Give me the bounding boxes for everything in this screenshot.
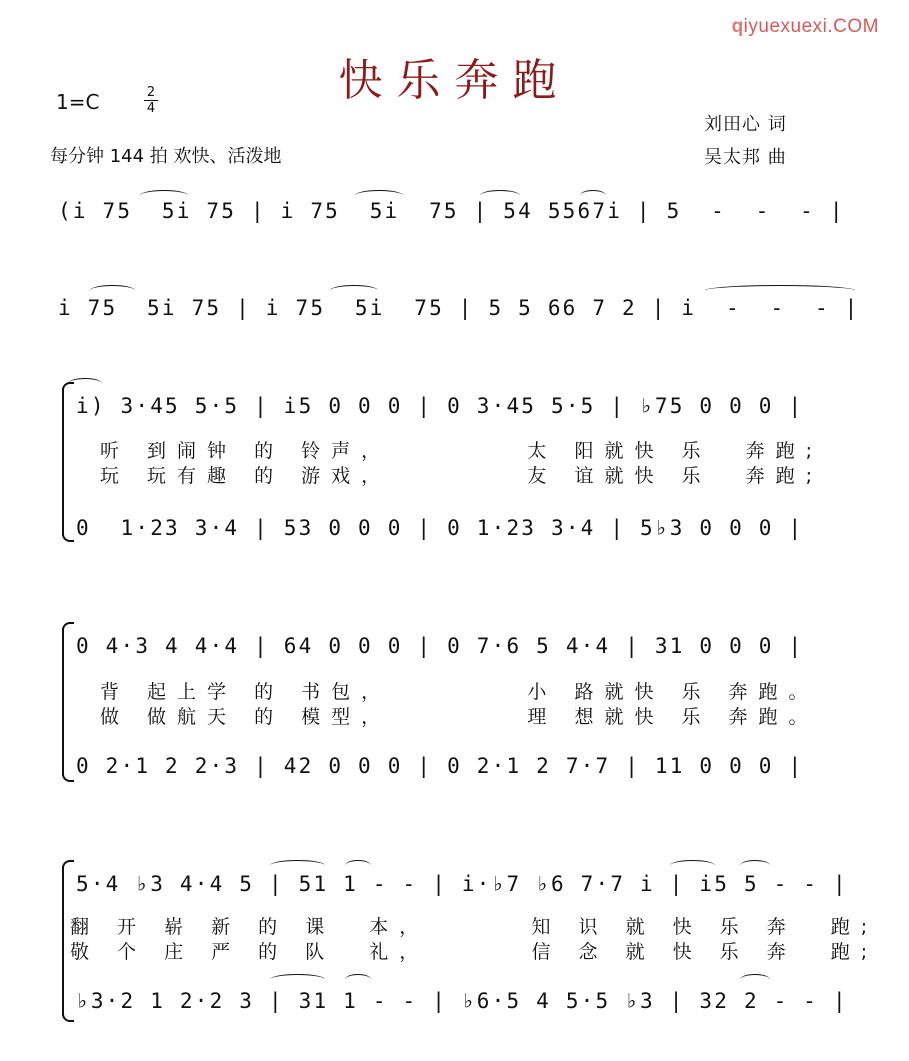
time-signature-top: 2: [146, 85, 156, 100]
tie-mark: [580, 190, 606, 201]
section3-upper-notes: [76, 866, 876, 902]
tie-mark: [90, 285, 135, 296]
section1-upper-notes: [76, 388, 876, 424]
system-bracket: [62, 388, 70, 536]
notation-text: ♭3·2 1 2·2 3 | 31 1 - - | ♭6·5 4 5·5 ♭3 | 32 2 - - |: [76, 989, 848, 1013]
section1-lower-notes: [76, 510, 876, 546]
notation-text: 0 2·1 2 2·3 | 42 0 0 0 | 0 2·1 2 7·7 | 11 0 0 0 |: [76, 754, 804, 778]
lyricist-credit: 刘田心 词: [704, 114, 787, 135]
section2-lyric-verse-2: 做 做航天 的 模型， 理 想就快 乐 奔跑。: [100, 706, 819, 728]
tie-mark: [480, 190, 520, 201]
watermark-q: q: [731, 16, 744, 37]
watermark-text: iyuexuexi.COM: [743, 16, 879, 37]
section1-lyric-verse-1: 听 到闹钟 的 铃声， 太 阳就快 乐 奔跑;: [100, 440, 823, 462]
section3-lyric-verse-2: 敬 个 庄 严 的 队 礼， 信 念 就 快 乐 奔 跑;: [70, 941, 879, 963]
section3-lyric-verse-1: 翻 开 崭 新 的 课 本， 知 识 就 快 乐 奔 跑;: [70, 916, 879, 938]
tempo-marking: 每分钟 144 拍 欢快、活泼地: [50, 146, 282, 167]
notation-text: 0 4·3 4 4·4 | 64 0 0 0 | 0 7·6 5 4·4 | 31 0 0 0 |: [76, 634, 804, 658]
tie-mark: [355, 190, 403, 201]
notation-text: 0 1·23 3·4 | 53 0 0 0 | 0 1·23 3·4 | 5♭3 0 0 0 |: [76, 516, 804, 540]
composer-credit: 吴太邦 曲: [704, 147, 787, 168]
key-signature: 1=C: [56, 90, 100, 114]
notation-text: i 75 5i 75 | i 75 5i 75 | 5 5 66 7 2 | i - - - |: [58, 296, 860, 320]
notation-text: i) 3·45 5·5 | i5 0 0 0 | 0 3·45 5·5 | ♭75 0 0 0 |: [76, 394, 804, 418]
song-title: 快乐奔跑: [338, 55, 571, 106]
section1-lyric-verse-2: 玩 玩有趣 的 游戏， 友 谊就快 乐 奔跑;: [100, 465, 823, 487]
site-watermark: [732, 16, 879, 38]
section2-lower-notes: [76, 748, 876, 784]
tie-mark: [140, 190, 188, 201]
section3-lower-notes: [76, 983, 876, 1019]
time-signature-bottom: 4: [146, 101, 156, 116]
section2-lyric-verse-1: 背 起上学 的 书包， 小 路就快 乐 奔跑。: [100, 681, 819, 703]
tie-mark: [705, 285, 855, 296]
system-bracket: [62, 628, 70, 776]
section2-upper-notes: [76, 628, 876, 664]
tie-mark: [330, 285, 378, 296]
notation-text: 5·4 ♭3 4·4 5 | 51 1 - - | i·♭7 ♭6 7·7 i | i5 5 - - |: [76, 872, 848, 896]
system-bracket: [62, 866, 70, 1016]
notation-text: (i 75 5i 75 | i 75 5i 75 | 54 5567i | 5 - - - |: [58, 199, 845, 223]
time-signature: [144, 86, 158, 115]
